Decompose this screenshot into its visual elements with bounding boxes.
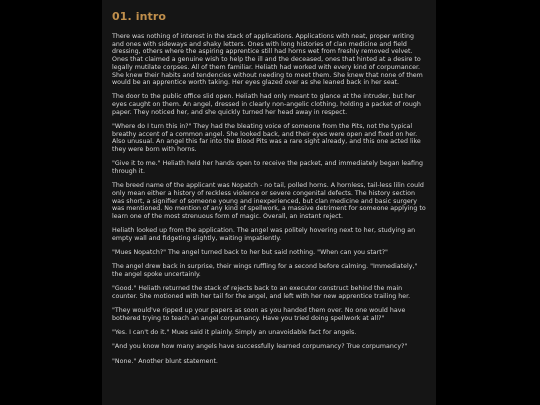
story-paragraph-9: "Good." Heliath returned the stack of rejects back to an executor construct behind the main counter. She motioned with her tail for the angel, and left with her new apprentice trailing her.	[112, 285, 411, 300]
story-paragraph-11: "Yes. I can't do it." Mues said it plainly. Simply an unavoidable fact for angels.	[112, 329, 357, 337]
story-paragraph-3: "Where do I turn this in?" They had the bleating voice of someone from the Pits, not the typical breathy accent of a common angel. She looked back, and their eyes were open and fixed on her. Also unusual. An angel this far into the Blood Pits was a rare sight already, and this one acted like they were born with horns.	[112, 123, 421, 154]
story-paragraph-13: "None." Another blunt statement.	[112, 357, 218, 365]
story-paragraph-2: The door to the public office slid open. Heliath had only meant to glance at the intruder, but her eyes caught on them. An angel, dressed in clearly non-angelic clothing, holding a packet of rough paper. They noticed her, and she quickly turned her head away in respect.	[112, 93, 421, 116]
story-column	[102, 0, 436, 405]
story-paragraph-4: "Give it to me." Heliath held her hands open to receive the packet, and immediately began leafing through it.	[112, 160, 423, 176]
story-paragraph-8: The angel drew back in surprise, their wings ruffling for a second before calming. "Immediately," the angel spoke uncertainly.	[112, 263, 418, 279]
story-paragraph-12: "And you know how many angels have successfully learned corpumancy? True corpumancy?"	[112, 343, 408, 351]
chapter-title: 01. intro	[112, 10, 167, 23]
story-paragraph-10: "They would've ripped up your papers as soon as you handed them over. No one would have bothered trying to teach an angel corpumancy. Have you tried doing spellwork at all?"	[112, 307, 406, 322]
story-paragraph-5: The breed name of the applicant was Nopatch - no tail, polled horns. A hornless, tail-less lilin could only mean either a history of reckless violence or severe congenital defects. The history section was short, a signifier of someone young and inexperienced, but clan medicine and basic surgery was mentioned. No mention of any kind of spellwork, a massive detriment for someone applying to learn one of the most strenuous form of magic. Overall, an instant reject.	[112, 182, 426, 221]
story-paragraph-1: There was nothing of interest in the stack of applications. Applications with neat, proper writing and ones with sideways and shaky letters. Ones with long histories of clan medicine and field dressing, others where the aspiring apprentice still had horns wet from freshly removed velvet. Ones that claimed a genuine wish to help the ill and the deceased, ones that hinted at a desire to legally mutilate corpses. All of them familiar. Heliath had worked with every kind of corpumancer. She knew their habits and tendencies without needing to meet them. She knew that none of them would be an apprentice worth taking. Her eyes glazed over as she leaned back in her seat.	[112, 33, 423, 87]
story-content	[102, 0, 436, 365]
story-paragraph-6: Heliath looked up from the application. The angel was politely hovering next to her, studying an empty wall and fidgeting slightly, waiting impatiently.	[112, 227, 416, 242]
story-paragraph-7: "Mues Nopatch?" The angel turned back to her but said nothing. "When can you start?"	[112, 249, 388, 257]
